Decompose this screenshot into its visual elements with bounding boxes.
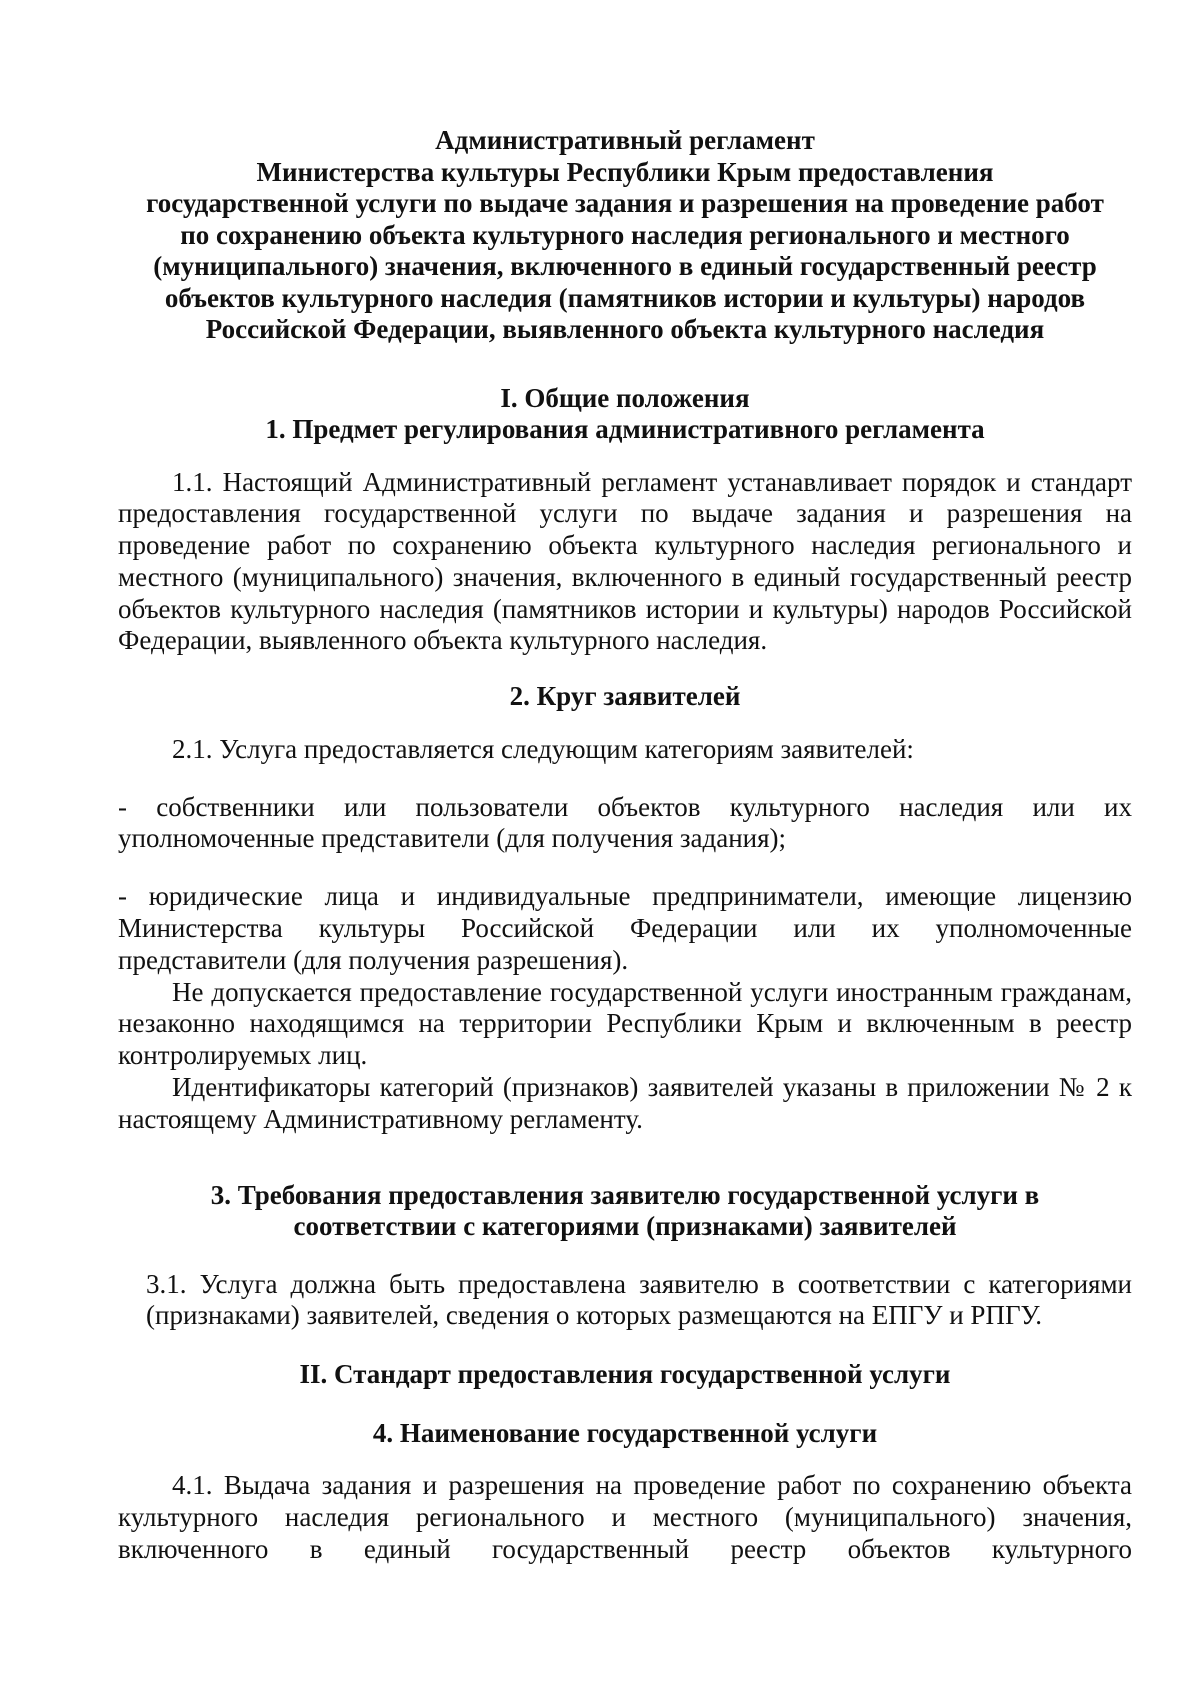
paragraph-1-1: 1.1. Настоящий Административный регламент устанавливает порядок и стандарт предоставления государственной услуги по выдаче задания и разрешения на проведение работ по сохранению объекта культурного наследия регионального и местного (муниципального) значения, включенного в единый государственный реестр объектов культурного наследия (памятников истории и культуры) народов Российской Федерации, выявленного объекта культурного наследия. — [118, 466, 1132, 656]
title-line: Российской Федерации, выявленного объекта культурного наследия — [205, 314, 1045, 344]
paragraph-not-allowed: Не допускается предоставление государственной услуги иностранным гражданам, незаконно находящимся на территории Республики Крым и включенным в реестр контролируемых лиц. — [118, 976, 1132, 1071]
section-2-heading: II. Стандарт предоставления государственной услуги — [299, 1359, 951, 1390]
paragraph-3-1: 3.1. Услуга должна быть предоставлена заявителю в соответствии с категориями (признаками) заявителей, сведения о которых размещаются на ЕПГУ и РПГУ. — [146, 1268, 1132, 1331]
paragraph-identifiers: Идентификаторы категорий (признаков) заявителей указаны в приложении № 2 к настоящему Административному регламенту. — [118, 1071, 1132, 1134]
subsection-3-line: 3. Требования предоставления заявителю государственной услуги в — [210, 1179, 1040, 1210]
subsection-3-line: соответствии с категориями (признаками) заявителей — [293, 1211, 957, 1242]
title-line: Министерства культуры Республики Крым предоставления — [256, 156, 994, 187]
subsection-2-heading: 2. Круг заявителей — [509, 681, 741, 712]
title-line: по сохранению объекта культурного наследия регионального и местного — [180, 219, 1070, 250]
applicant-category-item: - собственники или пользователи объектов культурного наследия или их уполномоченные представители (для получения задания); — [118, 791, 1132, 854]
applicant-category-item: - юридические лица и индивидуальные предприниматели, имеющие лицензию Министерства культуры Российской Федерации или их уполномоченные представители (для получения разрешения). — [118, 881, 1132, 975]
paragraph-4-1: 4.1. Выдача задания и разрешения на проведение работ по сохранению объекта культурного наследия регионального и местного (муниципального) значения, включенного в единый государственный реестр объектов культурного — [118, 1470, 1132, 1564]
subsection-3-heading — [118, 1180, 1132, 1243]
subsection-1-heading: 1. Предмет регулирования административного регламента — [265, 414, 985, 444]
subsection-4-heading: 4. Наименование государственной услуги — [372, 1417, 878, 1448]
document-title — [118, 125, 1132, 346]
title-line: (муниципального) значения, включенного в единый государственный реестр — [153, 251, 1097, 281]
document-content — [118, 125, 1132, 1566]
title-line: Административный регламент — [435, 125, 815, 155]
section-1-heading: I. Общие положения — [500, 382, 750, 413]
title-line: объектов культурного наследия (памятников истории и культуры) народов — [164, 282, 1086, 313]
title-line: государственной услуги по выдаче задания и разрешения на проведение работ — [146, 188, 1104, 218]
paragraph-2-1: 2.1. Услуга предоставляется следующим категориям заявителей: — [172, 733, 914, 764]
